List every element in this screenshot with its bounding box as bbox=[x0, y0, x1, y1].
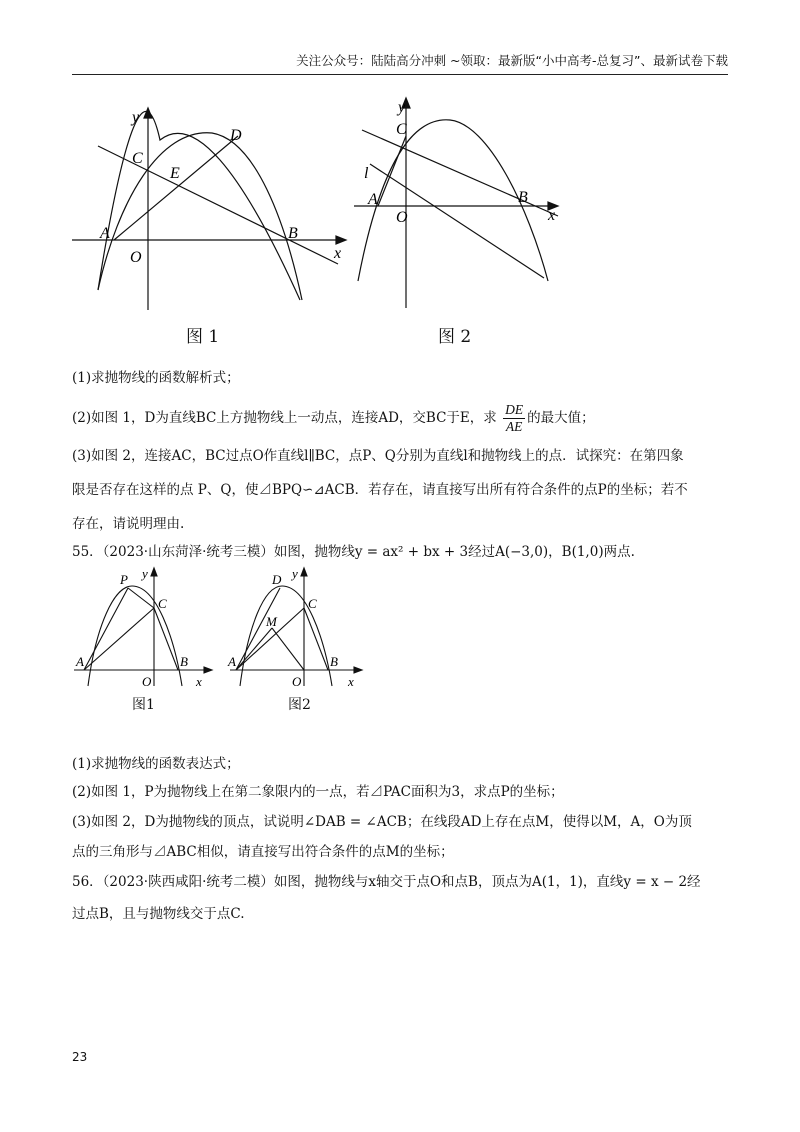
q55-stem: 55．（2023·山东菏泽·统考三模）如图，抛物线y = ax² + bx + 3经过A(−3,0)，B(1,0)两点. bbox=[72, 544, 635, 560]
line-ac bbox=[378, 136, 406, 206]
label-x: x bbox=[348, 674, 354, 689]
figure-4-caption: 图2 bbox=[288, 697, 311, 713]
x-axis-arrow bbox=[204, 667, 212, 673]
label-y: y bbox=[398, 99, 406, 116]
label-b: B bbox=[288, 225, 298, 242]
label-o: O bbox=[142, 674, 152, 689]
fraction-de-ae bbox=[503, 402, 525, 435]
label-y: y bbox=[142, 566, 148, 581]
q54-part2-suffix: 的最大值； bbox=[527, 410, 595, 426]
q54-part2 bbox=[72, 402, 595, 435]
fraction-numerator: DE bbox=[505, 402, 524, 417]
label-a: A bbox=[76, 654, 84, 669]
q55-part3-line2: 点的三角形与⊿ABC相似，请直接写出符合条件的点M的坐标； bbox=[72, 844, 454, 860]
figure-3-caption: 图1 bbox=[132, 697, 155, 713]
label-a: A bbox=[100, 225, 110, 242]
label-l: l bbox=[364, 165, 369, 182]
label-c: C bbox=[308, 596, 317, 611]
label-o: O bbox=[396, 209, 408, 226]
x-axis-arrow bbox=[336, 236, 346, 244]
label-b: B bbox=[518, 189, 528, 206]
label-y: y bbox=[292, 566, 298, 581]
q54-part2-prefix: (2)如图 1， bbox=[72, 410, 145, 426]
label-c: C bbox=[158, 596, 167, 611]
label-o: O bbox=[292, 674, 302, 689]
page-number: 23 bbox=[72, 1050, 88, 1064]
line-mo bbox=[272, 628, 304, 670]
q54-part3-line3: 存在，请说明理由. bbox=[72, 516, 185, 532]
label-b: B bbox=[330, 654, 338, 669]
q55-part2: (2)如图 1，P为抛物线上在第二象限内的一点，若⊿PAC面积为3，求点P的坐标； bbox=[72, 784, 564, 800]
label-c: C bbox=[132, 150, 143, 167]
q54-part1: (1)求抛物线的函数解析式； bbox=[72, 370, 240, 386]
label-a: A bbox=[228, 654, 236, 669]
line-ac bbox=[84, 608, 154, 670]
label-a: A bbox=[368, 191, 378, 208]
figure-4 bbox=[226, 566, 371, 691]
label-p: P bbox=[120, 572, 128, 587]
q55-part1: (1)求抛物线的函数表达式； bbox=[72, 756, 240, 772]
label-d: D bbox=[272, 572, 282, 587]
q56-line1: 56．（2023·陕西咸阳·统考二模）如图，抛物线与x轴交于点O和点B，顶点为A(1，1)，直线y = x − 2经 bbox=[72, 874, 701, 890]
q54-part3-line2: 限是否存在这样的点 P、Q，使⊿BPQ∽⊿ACB．若存在，请直接写出所有符合条件的点P的坐标；若不 bbox=[72, 482, 688, 498]
y-axis-arrow bbox=[144, 108, 152, 118]
label-x: x bbox=[196, 674, 202, 689]
label-o: O bbox=[130, 249, 142, 266]
line-cb bbox=[154, 608, 178, 670]
label-b: B bbox=[180, 654, 188, 669]
label-d: D bbox=[230, 127, 242, 144]
label-c: C bbox=[396, 121, 407, 138]
figure-2 bbox=[348, 96, 568, 316]
q54-part2-body: D为直线BC上方抛物线上一动点，连接AD，交BC于E，求 bbox=[144, 410, 497, 426]
line-ap bbox=[84, 588, 128, 670]
y-axis-arrow bbox=[301, 568, 307, 576]
parabola bbox=[98, 111, 300, 300]
label-y: y bbox=[132, 109, 140, 126]
figure-1 bbox=[70, 100, 350, 315]
x-axis-arrow bbox=[354, 667, 362, 673]
label-e: E bbox=[170, 165, 180, 182]
line-cb bbox=[304, 608, 328, 670]
q54-part3-line1: (3)如图 2，连接AC，BC过点O作直线l∥BC，点P、Q分别为直线l和抛物线上的点．试探究：在第四象 bbox=[72, 448, 684, 464]
figure-3 bbox=[70, 566, 215, 691]
figure-2-caption: 图 2 bbox=[438, 327, 472, 347]
q55-part3-line1: (3)如图 2，D为抛物线的顶点，试说明∠DAB = ∠ACB；在线段AD上存在点M，使得以M，A，O为顶 bbox=[72, 814, 692, 830]
line-ac2 bbox=[236, 628, 272, 670]
q56-line2: 过点B，且与抛物线交于点C. bbox=[72, 906, 245, 922]
label-x: x bbox=[548, 207, 556, 224]
figure-1-caption: 图 1 bbox=[186, 327, 220, 347]
label-x: x bbox=[334, 245, 342, 262]
y-axis-arrow bbox=[151, 568, 157, 576]
page-header: 关注公众号：陆陆高分冲刺 ~领取：最新版“小中高考-总复习”、最新试卷下载 bbox=[72, 54, 728, 75]
parabola-left bbox=[98, 133, 302, 300]
fraction-denominator: AE bbox=[505, 419, 523, 434]
label-m: M bbox=[266, 614, 277, 629]
line-pc bbox=[128, 588, 154, 608]
